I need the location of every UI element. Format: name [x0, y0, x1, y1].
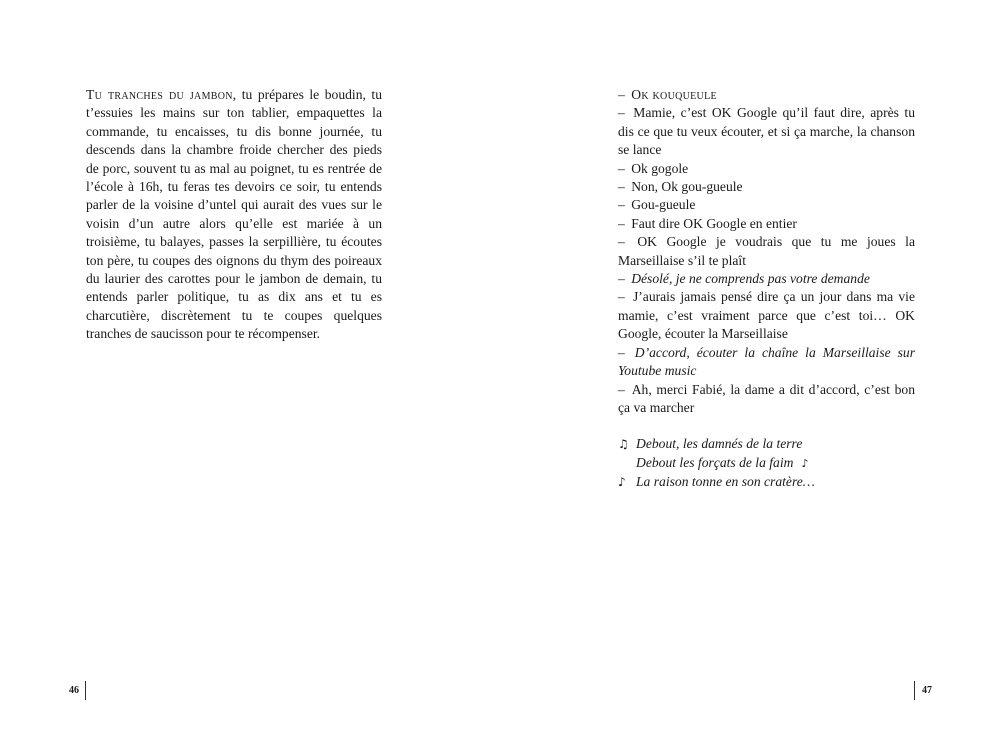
- dialogue-line: [618, 86, 915, 104]
- song-line-text: Debout, les damnés de la terre: [636, 436, 803, 452]
- dialogue-line: [618, 381, 915, 418]
- song-line: [618, 435, 915, 453]
- page-number-divider: [85, 681, 86, 700]
- dialogue-dash: –: [618, 215, 625, 231]
- dialogue-text: Désolé, je ne comprends pas votre demande: [631, 271, 870, 287]
- dialogue-dash: –: [618, 234, 625, 250]
- dialogue-dash: –: [618, 289, 625, 305]
- dialogue-line: [618, 215, 915, 233]
- dialogue-dash: –: [618, 87, 625, 102]
- dialogue-text: Ok gogole: [631, 160, 689, 176]
- song-line: [618, 454, 915, 473]
- dialogue-dash: –: [618, 344, 625, 360]
- left-page-paragraph: [86, 86, 382, 344]
- paragraph-lead-in: Tu tranches du jambon: [86, 87, 233, 102]
- dialogue-text: Ok kouqueule: [631, 87, 717, 102]
- dialogue-text: J’aurais jamais pensé dire ça un jour dans ma vie mamie, c’est vraiment parce que c’est toi… OK Google, écouter la Marseillaise: [618, 289, 915, 342]
- double-music-note-icon: ♫: [618, 437, 629, 452]
- dialogue-dash: –: [618, 197, 625, 213]
- song-line-text: Debout les forçats de la faim: [636, 454, 794, 470]
- dialogue-line: [618, 344, 915, 381]
- dialogue-text: Non, Ok gou-gueule: [631, 179, 743, 195]
- page-number-right: 47: [922, 685, 932, 696]
- dialogue-line: [618, 178, 915, 196]
- dialogue-line: [618, 196, 915, 214]
- dialogue-block: [618, 86, 915, 492]
- dialogue-dash: –: [618, 160, 625, 176]
- song-line: [618, 473, 915, 491]
- dialogue-dash: –: [618, 381, 625, 397]
- dialogue-text: Faut dire OK Google en entier: [631, 215, 797, 231]
- page-number-divider: [914, 681, 915, 700]
- dialogue-line: [618, 270, 915, 288]
- song-lyrics: [618, 435, 915, 491]
- dialogue-dash: –: [618, 105, 625, 121]
- dialogue-text: D’accord, écouter la chaîne la Marseillaise sur Youtube music: [618, 344, 915, 379]
- dialogue-text: Gou-gueule: [631, 197, 696, 213]
- dialogue-text: OK Google je voudrais que tu me joues la Marseillaise s’il te plaît: [618, 234, 915, 268]
- music-note-icon: ♪: [801, 456, 809, 470]
- dialogue-line: [618, 233, 915, 270]
- song-line-text: La raison tonne en son cratère…: [636, 474, 815, 490]
- paragraph-body: , tu prépares le boudin, tu t’essuies les mains sur ton tablier, empaquettes la commande, tu encaisses, tu dis bonne journée, tu descends dans la chambre froide chercher des pieds de porc, souvent tu as mal au poignet, tu es rentrée de l’école à 16h, tu feras tes devoirs ce soir, tu entends parler de la voisine d’untel qui aurait des vues sur le voisin d’un autre alors qu’elle est mariée à un troisième, tu balayes, passes la serpillière, tu écoutes ton père, tu coupes des oignons du thym des poireaux du laurier des carottes pour le jambon de demain, tu entends parler politique, tu as dix ans et tu es charcutière, discrètement tu te coupes quelques tranches de saucisson pour te récompenser.: [86, 87, 383, 342]
- dialogue-text: Mamie, c’est OK Google qu’il faut dire, après tu dis ce que tu veux écouter, et si ça marche, la chanson se lance: [618, 105, 916, 158]
- page-number-left: 46: [69, 685, 79, 696]
- right-page: [500, 0, 1000, 752]
- dialogue-dash: –: [618, 179, 625, 195]
- dialogue-line: [618, 104, 915, 159]
- dialogue-dash: –: [618, 271, 625, 287]
- music-note-icon: ♪: [618, 475, 626, 490]
- dialogue-line: [618, 288, 915, 343]
- dialogue-line: [618, 160, 915, 178]
- dialogue-text: Ah, merci Fabié, la dame a dit d’accord, c’est bon ça va marcher: [618, 381, 915, 415]
